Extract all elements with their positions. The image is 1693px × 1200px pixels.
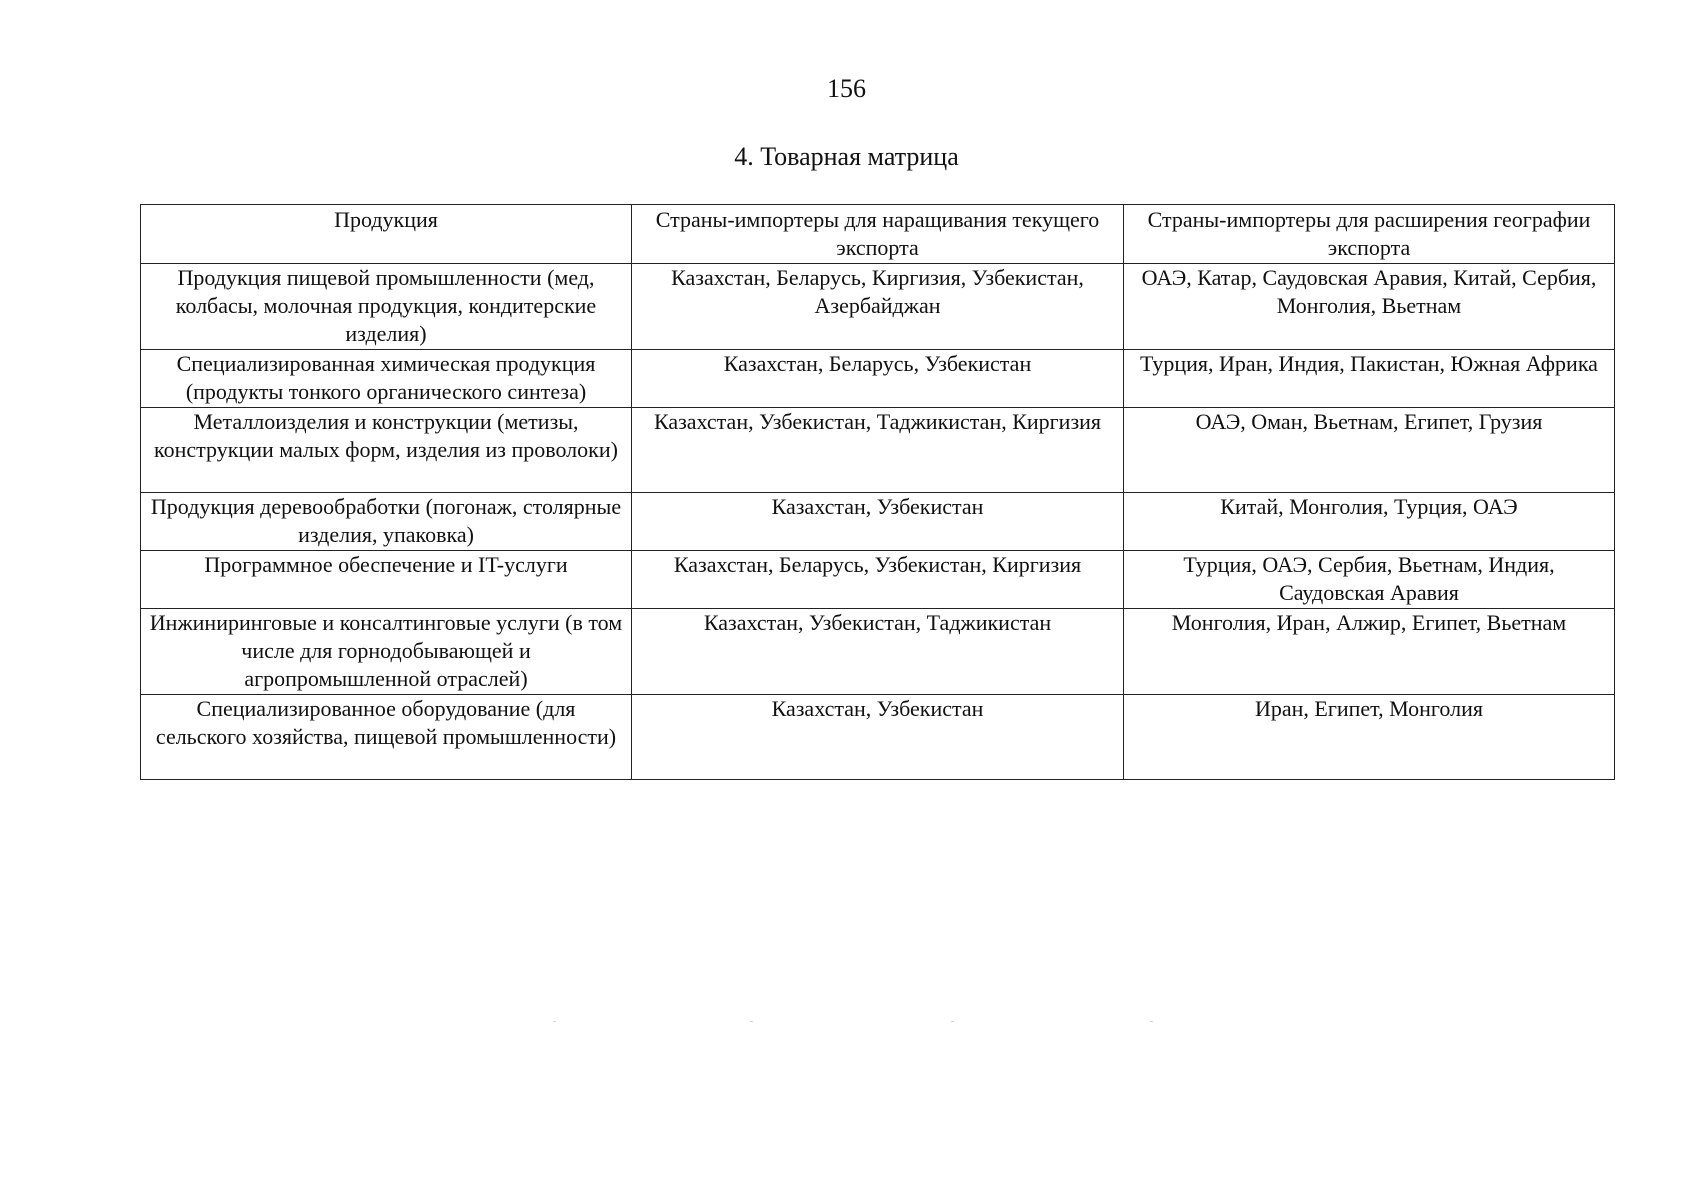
page-number: 156 [827, 74, 866, 103]
table-row [141, 551, 1615, 609]
current-importers-cell: Казахстан, Узбекистан [632, 493, 1124, 551]
expansion-importers-cell: Монголия, Иран, Алжир, Египет, Вьетнам [1124, 609, 1615, 695]
product-cell: Продукция пищевой промышленности (мед, колбасы, молочная продукция, кондитерские изделия) [141, 264, 632, 350]
current-importers-cell: Казахстан, Беларусь, Узбекистан, Киргизия [632, 551, 1124, 609]
table-row [141, 695, 1615, 780]
current-importers-cell: Казахстан, Беларусь, Киргизия, Узбекистан, Азербайджан [632, 264, 1124, 350]
header-expansion-importers: Страны-импортеры для расширения географии экспорта [1124, 205, 1615, 264]
table-row [141, 609, 1615, 695]
expansion-importers-cell: Китай, Монголия, Турция, ОАЭ [1124, 493, 1615, 551]
product-matrix-table [140, 204, 1615, 780]
expansion-importers-cell: Иран, Египет, Монголия [1124, 695, 1615, 780]
scan-artifact-marks [553, 1021, 1153, 1023]
current-importers-cell: Казахстан, Узбекистан [632, 695, 1124, 780]
section-title: 4. Товарная матрица [734, 142, 959, 171]
current-importers-cell: Казахстан, Узбекистан, Таджикистан, Киргизия [632, 408, 1124, 493]
current-importers-cell: Казахстан, Узбекистан, Таджикистан [632, 609, 1124, 695]
expansion-importers-cell: Турция, ОАЭ, Сербия, Вьетнам, Индия, Саудовская Аравия [1124, 551, 1615, 609]
header-current-importers: Страны-импортеры для наращивания текущего экспорта [632, 205, 1124, 264]
current-importers-cell: Казахстан, Беларусь, Узбекистан [632, 350, 1124, 408]
table-row [141, 350, 1615, 408]
expansion-importers-cell: Турция, Иран, Индия, Пакистан, Южная Африка [1124, 350, 1615, 408]
table-row [141, 408, 1615, 493]
product-cell: Программное обеспечение и IT-услуги [141, 551, 632, 609]
product-cell: Металлоизделия и конструкции (метизы, конструкции малых форм, изделия из проволоки) [141, 408, 632, 493]
product-cell: Специализированное оборудование (для сельского хозяйства, пищевой промышленности) [141, 695, 632, 780]
table-row [141, 264, 1615, 350]
expansion-importers-cell: ОАЭ, Оман, Вьетнам, Египет, Грузия [1124, 408, 1615, 493]
table-row [141, 493, 1615, 551]
expansion-importers-cell: ОАЭ, Катар, Саудовская Аравия, Китай, Сербия, Монголия, Вьетнам [1124, 264, 1615, 350]
product-cell: Инжиниринговые и консалтинговые услуги (в том числе для горнодобывающей и агропромышленной отраслей) [141, 609, 632, 695]
header-product: Продукция [141, 205, 632, 264]
product-cell: Продукция деревообработки (погонаж, столярные изделия, упаковка) [141, 493, 632, 551]
table-header-row [141, 205, 1615, 264]
product-cell: Специализированная химическая продукция (продукты тонкого органического синтеза) [141, 350, 632, 408]
